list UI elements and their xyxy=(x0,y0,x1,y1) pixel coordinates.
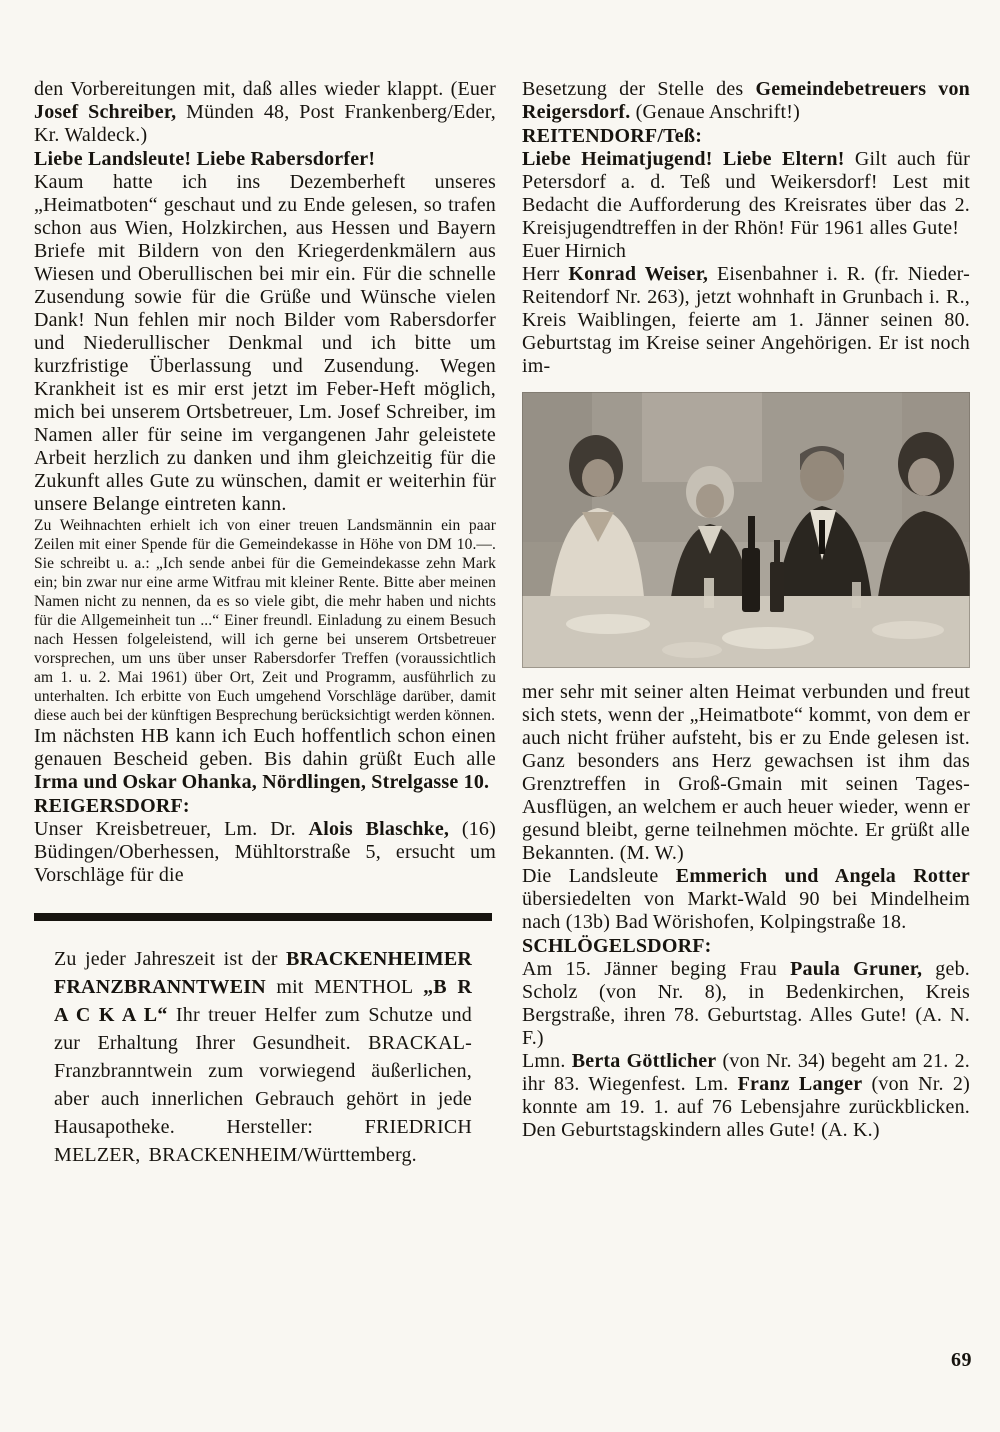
paragraph-paula-gruner xyxy=(522,958,970,1050)
left-column-text xyxy=(34,78,496,887)
paragraph-besetzung xyxy=(522,78,970,124)
text-run: Zu Weihnachten erhielt ich von einer treuen Landsmännin ein paar Zeilen mit einer Spende für die Gemeindekasse in Höhe von DM 10.—. Sie schreibt u. a.: „Ich sende anbei für die Gemeindekasse zehn Mark ein; bin zwar nur eine arme Witfrau mit kleiner Rente. Bitte aber meinen Namen nicht zu nennen, da es so viele gibt, die mehr haben und nichts für die Allgemeinheit tun ...“ Einer freundl. Einladung zu einem Besuch nach Hessen folgeleistend, will ich gerne bei unserem Ortsbetreuer vorsprechen, um uns über unser Rabersdorfer Treffen (voraussichtlich am 1. u. 2. Mai 1961) über Ort, Zeit und Programm, ausführlich zu unterhalten. Ich erbitte von Euch umgehend Vorschläge darüber, damit diese auch bei der künftigen Besprechung berücksichtigt werden können. xyxy=(34,517,496,724)
right-column-top-text xyxy=(522,78,970,378)
text-run: Unser Kreisbetreuer, Lm. Dr. xyxy=(34,818,309,840)
bold-run: Berta Göttlicher xyxy=(571,1050,717,1072)
heading-reigersdorf xyxy=(34,794,496,818)
heading-schloegelsdorf xyxy=(522,934,970,958)
text-run: Euer Hirnich xyxy=(522,240,626,262)
paragraph-spende-small xyxy=(34,516,496,725)
paragraph-heimatjugend xyxy=(522,148,970,240)
text-run: Im nächsten HB kann ich Euch hoffentlich schon einen genauen Bescheid geben. Bis dahin grüßt Euch alle xyxy=(34,725,496,770)
birthday-photo-figure xyxy=(522,392,970,668)
paragraph-naechster-hb xyxy=(34,725,496,794)
page-number: 69 xyxy=(951,1349,972,1371)
continuation-paragraph xyxy=(34,78,496,147)
signature-euer-hirnich xyxy=(522,240,970,263)
bold-run: Paula Gruner, xyxy=(790,958,923,980)
paragraph-kreisbetreuer xyxy=(34,818,496,887)
text-run: Lmn. xyxy=(522,1050,572,1072)
bold-run: Franz Langer xyxy=(737,1073,863,1095)
text-run: (16) Büdingen/Oberhessen, Mühltorstraße 5, ersucht um Vorschläge für die xyxy=(34,818,496,886)
bold-run: Liebe Heimatjugend! Liebe Eltern! xyxy=(522,148,845,170)
bold-run: REIGERSDORF: xyxy=(34,795,190,817)
text-run: Die Landsleute xyxy=(522,865,676,887)
text-run: den Vorbereitungen mit, daß alles wieder klappt. (Euer xyxy=(34,78,496,100)
paragraph-berta-goettlicher xyxy=(522,1050,970,1142)
bold-run: Konrad Weiser, xyxy=(568,263,709,285)
text-run: übersiedelten von Markt-Wald 90 bei Mindelheim nach (13b) Bad Wörishofen, Kolpingstraße 18. xyxy=(522,888,970,933)
text-run: Zu jeder Jahreszeit ist der xyxy=(54,948,287,970)
text-run: (von Nr. 34) begeht am 21. 2. ihr 83. Wiegenfest. Lm. xyxy=(522,1050,970,1095)
text-run: mit MENTHOL xyxy=(265,976,424,998)
paragraph-dezemberheft xyxy=(34,171,496,516)
paragraph-heimat-verbunden xyxy=(522,681,970,865)
text-run: (Genaue Anschrift!) xyxy=(630,101,800,123)
bold-run: Josef Schreiber, xyxy=(34,101,177,123)
bold-run: Emmerich und Angela Rotter xyxy=(675,865,970,887)
text-run: Eisenbahner i. R. (fr. Nieder-Reitendorf Nr. 263), jetzt wohnhaft in Grunbach i. R., Kreis Waiblingen, feierte am 1. Jänner seinen 80. Geburtstag im Kreise seiner Angehörigen. Er ist noch im- xyxy=(522,263,970,377)
text-run: geb. Scholz (von Nr. 8), in Bedenkirchen, Kreis Bergstraße, ihren 78. Geburtstag. Alles Gute! (A. N. F.) xyxy=(522,958,970,1049)
bold-run: Irma und Oskar Ohanka, Nördlingen, Strelgasse 10. xyxy=(34,771,490,793)
left-column xyxy=(34,78,496,1169)
bold-run: REITENDORF/Teß: xyxy=(522,125,703,147)
text-run: Gilt auch für Petersdorf a. d. Teß und Weikersdorf! Lest mit Bedacht die Aufforderung des Kreisrates über das 2. Kreisjugendtreffen in der Rhön! Für 1961 alles Gute! xyxy=(522,148,970,239)
heading-reitendorf xyxy=(522,124,970,148)
text-run: Kaum hatte ich ins Dezemberheft unseres „Heimatboten“ geschaut und zu Ende gelesen, so trafen schon aus Wien, Holzkirchen, aus Hessen und Bayern Briefe mit Bildern von den Kriegerdenkmälern aus Wiesen und Oberullischen bei mir ein. Für die schnelle Zusendung sowie für die Grüße und Wünsche vielen Dank! Nun fehlen mir noch Bilder vom Rabersdorfer und Niederullischer Denkmal und ich bitte um kurzfristige Überlassung und Zusendung. Wegen Krankheit ist es mir erst jetzt im Feber-Heft möglich, mich bei unserem Ortsbetreuer, Lm. Josef Schreiber, im Namen aller für seine im vergangenen Jahr geleistete Arbeit herzlich zu danken und ihm gleichzeitig für die Zukunft alles Gute zu wünschen, damit er weiterhin für unsere Belange eintreten kann. xyxy=(34,171,496,515)
text-run: (von Nr. 2) konnte am 19. 1. auf 76 Lebensjahre zurückblicken. Den Geburtstagskindern alles Gute! (A. K.) xyxy=(522,1073,970,1141)
text-run: Besetzung der Stelle des xyxy=(522,78,756,100)
section-divider-bar xyxy=(34,913,492,921)
bold-run: „B R A C K A L“ xyxy=(54,976,472,1026)
paragraph-konrad-weiser xyxy=(522,263,970,378)
text-run: Herr xyxy=(522,263,569,285)
bold-run: SCHLÖGELSDORF: xyxy=(522,935,712,957)
heading-liebe-landsleute xyxy=(34,147,496,171)
birthday-celebration-photo xyxy=(522,392,970,668)
text-run: Ihr treuer Helfer zum Schutze und zur Erhaltung Ihrer Gesundheit. BRACKAL-Franzbranntwein zum vorwiegend äußerlichen, aber auch innerlichen Gebrauch gehört in jede Hausapotheke. Hersteller: FRIEDRICH MELZER, BRACKENHEIM/Württemberg. xyxy=(54,1004,473,1166)
bold-run: Liebe Landsleute! Liebe Rabersdorfer! xyxy=(34,148,376,170)
right-column xyxy=(522,78,970,1169)
advertisement-block xyxy=(34,945,496,1169)
two-column-layout xyxy=(34,78,970,1169)
text-run: Münden 48, Post Frankenberg/Eder, Kr. Waldeck.) xyxy=(34,101,496,146)
bold-run: BRACKENHEIMER FRANZBRANNTWEIN xyxy=(54,948,472,998)
ad-brackal-text xyxy=(54,945,472,1169)
bold-run: Gemeindebetreuers von Reigersdorf. xyxy=(522,78,971,123)
text-run: Am 15. Jänner beging Frau xyxy=(522,958,791,980)
text-run: mer sehr mit seiner alten Heimat verbunden und freut sich stets, wenn der „Heimatbote“ kommt, von dem er auch nicht früher aufsteht, bis er zu Ende gelesen ist. Ganz besonders ans Herz gewachsen ist ihm das Grenztreffen in Groß-Gmain mit seinen Tages-Ausflügen, an welchem er auch heuer wieder, wenn er gesund bleibt, gerne teilnehmen möchte. Er grüßt alle Bekannten. (M. W.) xyxy=(522,681,970,864)
paragraph-rotter-uebersiedelt xyxy=(522,865,970,934)
bold-run: Alois Blaschke, xyxy=(308,818,450,840)
right-column-bottom-text xyxy=(522,681,970,1142)
